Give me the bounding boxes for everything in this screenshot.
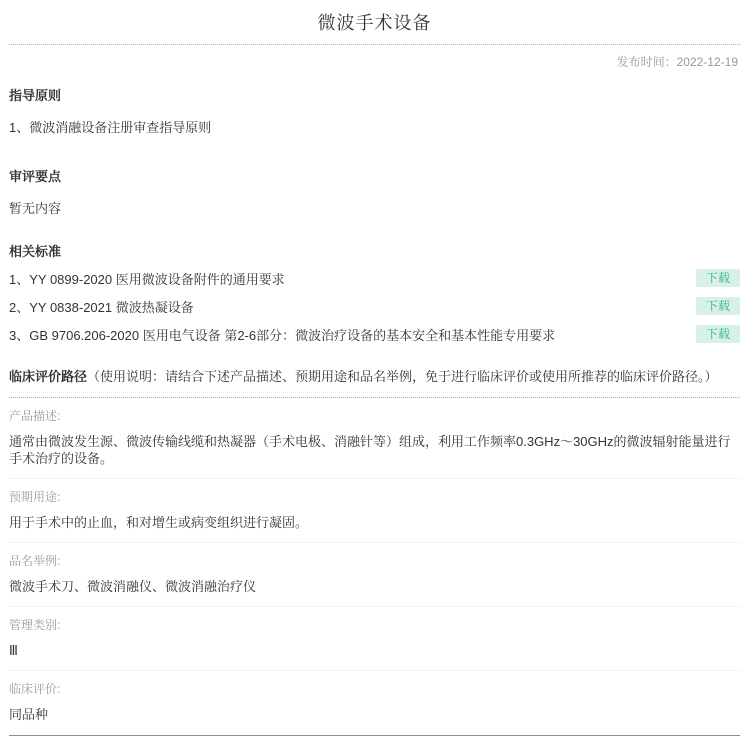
field-label: 产品描述: xyxy=(9,409,61,423)
clinical-path-heading: 临床评价路径 xyxy=(9,369,88,384)
field-value: 通常由微波发生源、微波传输线缆和热凝器（手术电极、消融针等）组成，利用工作频率0.3GHz～30GHz的微波辐射能量进行手术治疗的设备。 xyxy=(9,434,731,466)
review-points-empty-text: 暂无内容 xyxy=(9,201,62,216)
field-label: 临床评价: xyxy=(9,682,61,696)
title-bar xyxy=(9,0,740,45)
publish-time: 发布时间：2022-12-19 xyxy=(616,55,738,69)
standard-row xyxy=(9,268,740,288)
download-button[interactable]: 下载 xyxy=(696,297,740,315)
field-product-description xyxy=(9,398,740,479)
download-button[interactable]: 下载 xyxy=(696,325,740,343)
field-label: 管理类别: xyxy=(9,618,61,632)
field-clinical-evaluation xyxy=(9,671,740,735)
page-title: 微波手术设备 xyxy=(317,13,432,33)
clinical-path-heading-line xyxy=(9,368,740,385)
field-label: 预期用途: xyxy=(9,490,61,504)
clinical-path-note: （使用说明：请结合下述产品描述、预期用途和品名举例，免于进行临床评价或使用所推荐的临床评价路径。） xyxy=(87,369,718,384)
field-value: 微波手术刀、微波消融仪、微波消融治疗仪 xyxy=(9,579,257,594)
section-heading-guidelines: 指导原则 xyxy=(9,88,62,103)
standard-text: 2、YY 0838-2021 微波热凝设备 xyxy=(9,299,194,315)
section-heading-standards: 相关标准 xyxy=(9,244,62,259)
standard-row xyxy=(9,324,740,344)
field-value: 用于手术中的止血，和对增生或病变组织进行凝固。 xyxy=(9,515,309,530)
field-value: Ⅲ xyxy=(9,643,18,658)
field-product-name-examples xyxy=(9,543,740,607)
standard-text: 1、YY 0899-2020 医用微波设备附件的通用要求 xyxy=(9,271,285,287)
field-management-category xyxy=(9,607,740,671)
field-value: 同品种 xyxy=(9,707,49,722)
standard-row xyxy=(9,296,740,316)
clinical-path-fields xyxy=(9,398,740,736)
standard-text: 3、GB 9706.206-2020 医用电气设备 第2-6部分：微波治疗设备的基本安全和基本性能专用要求 xyxy=(9,327,556,343)
section-heading-review-points: 审评要点 xyxy=(9,169,62,184)
field-intended-use xyxy=(9,479,740,543)
field-label: 品名举例: xyxy=(9,554,61,568)
download-button[interactable]: 下载 xyxy=(696,269,740,287)
guideline-item[interactable]: 1、微波消融设备注册审查指导原则 xyxy=(9,120,212,135)
